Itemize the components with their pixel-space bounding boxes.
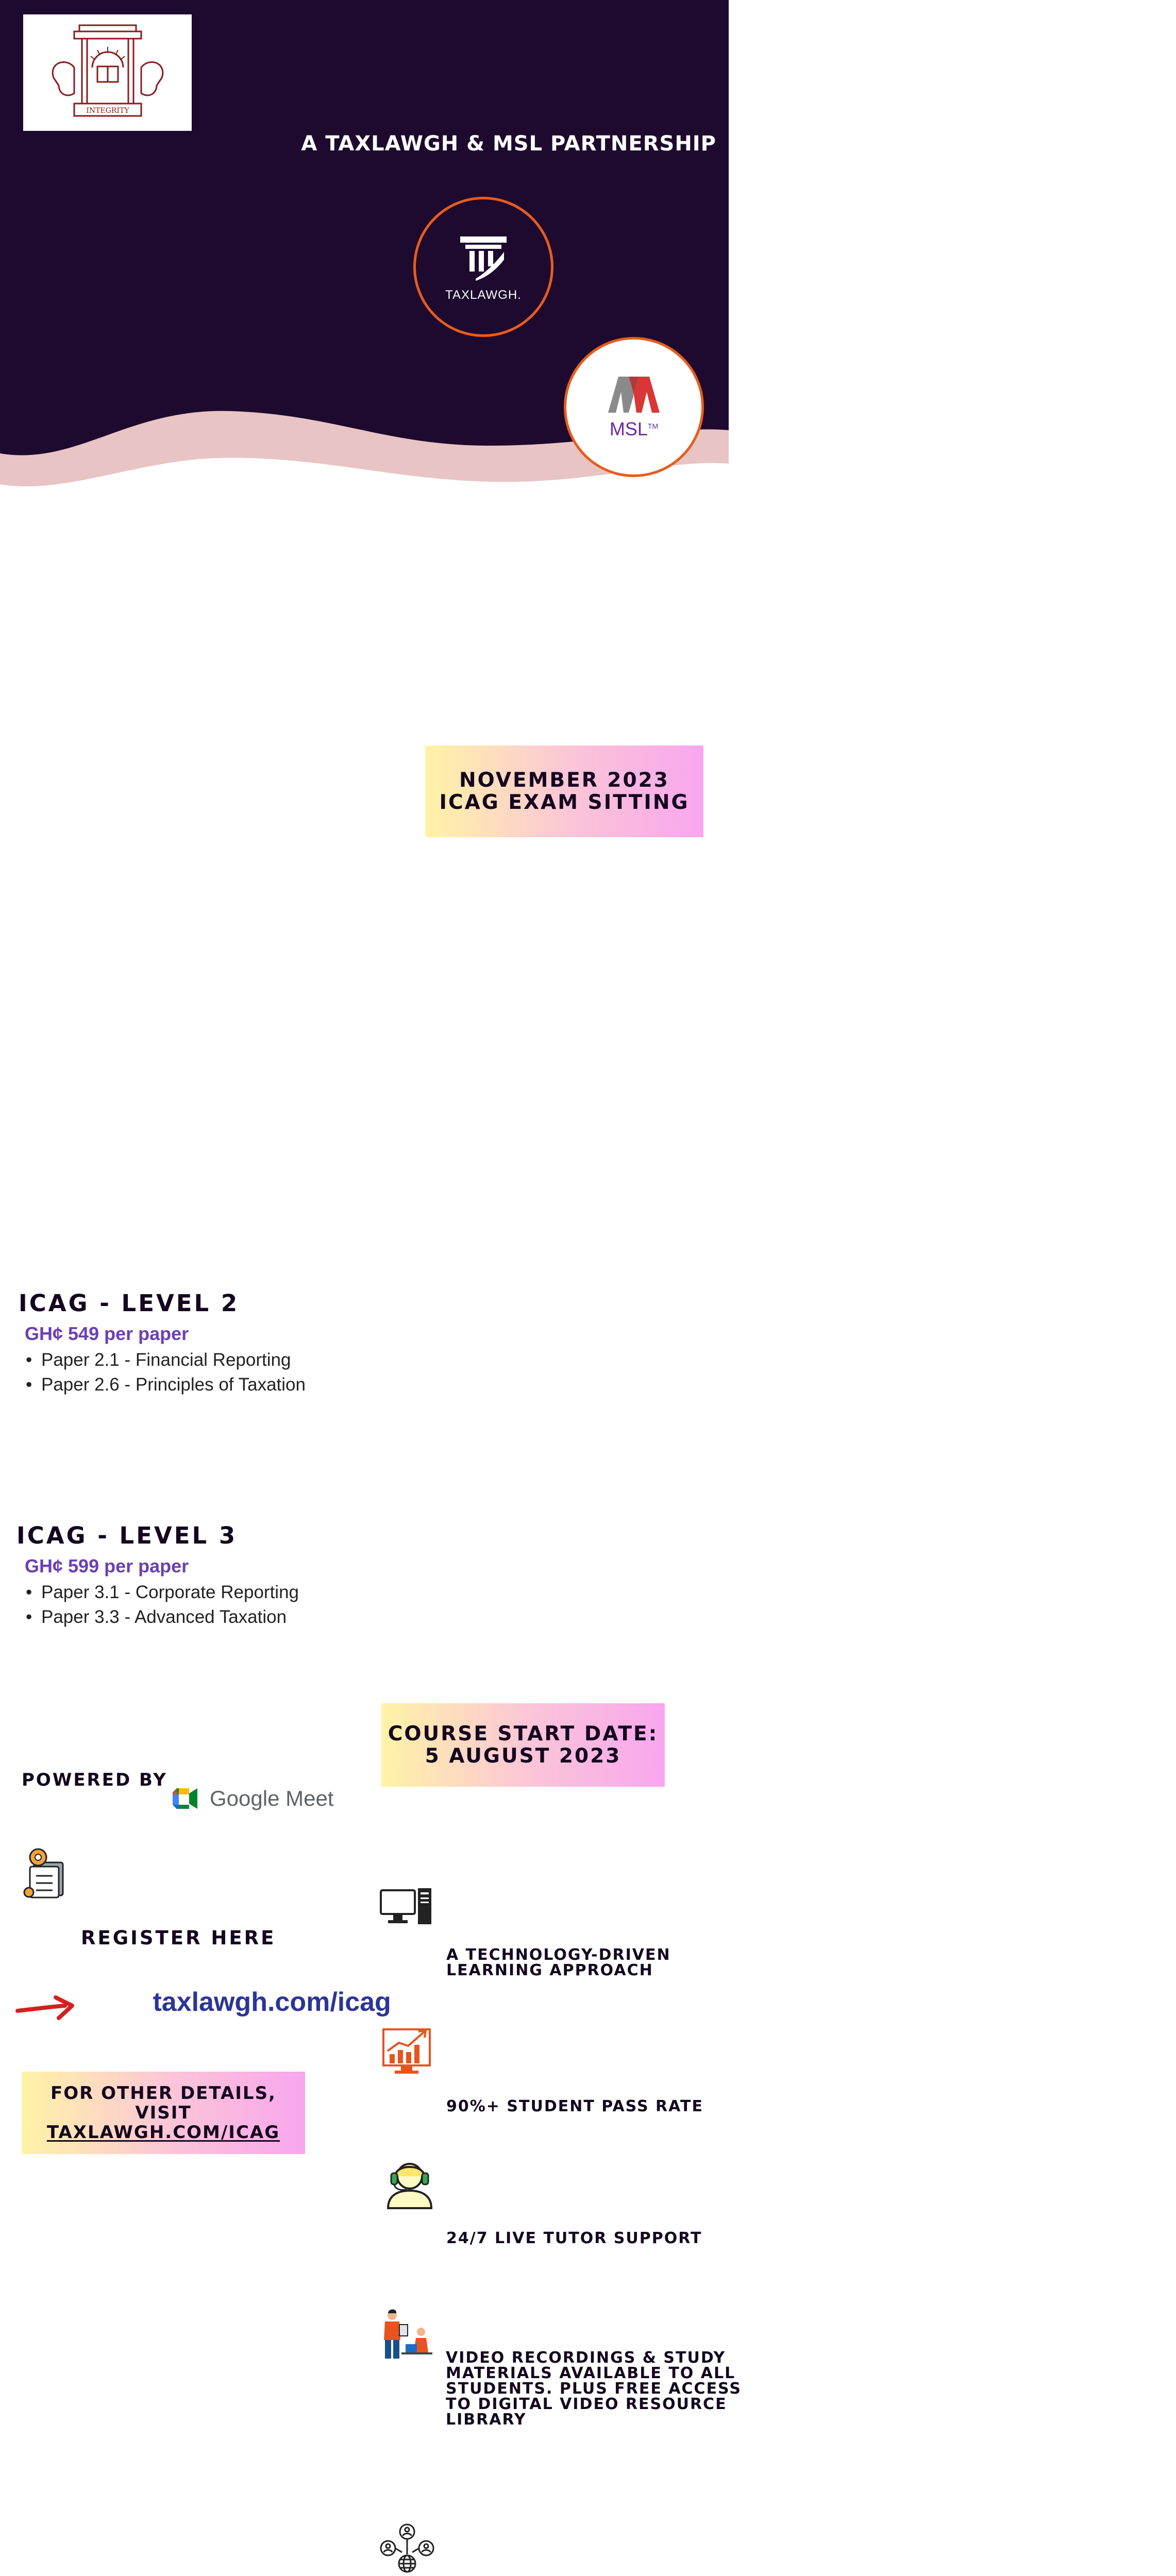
msl-logo (564, 337, 704, 477)
course-start-label: COURSE START DATE: (388, 1722, 659, 1745)
paper-item: • Paper 2.1 - Financial Reporting (22, 1348, 747, 1372)
paper-item: • Paper 2.6 - Principles of Taxation (22, 1372, 747, 1397)
attempt-line-1: ON YOUR VERY (15, 663, 346, 706)
level-title: ICAG - LEVEL 2 (19, 1290, 240, 1317)
arrow-right-icon (15, 1994, 77, 2021)
attempt-line-2: FIRST ATTEMPT (15, 704, 361, 748)
details-link[interactable]: TAXLAWGH.COM/ICAG (46, 2122, 280, 2143)
level-title: ICAG - LEVEL 3 (16, 1522, 238, 1549)
partnership-title: A TAXLAWGH & MSL PARTNERSHIP (301, 132, 716, 156)
feature-tutor-support: 24/7 LIVE TUTOR SUPPORT (446, 2229, 702, 2247)
support-headset-icon (381, 2155, 438, 2212)
first-attempt-heading (15, 664, 744, 747)
details-text: FOR OTHER DETAILS, VISIT (51, 2083, 276, 2123)
course-start-date: 5 AUGUST 2023 (425, 1744, 621, 1768)
joining-underlined-date: NOVEMBER 2023 (15, 1010, 510, 1067)
exam-sitting-box (425, 745, 703, 837)
feature-video-recordings: VIDEO RECORDINGS & STUDY MATERIALS AVAILABLE TO ALL STUDENTS. PLUS FREE ACCESS TO DIGITAL VIDEO RESOURCE LIBRARY (446, 2349, 742, 2429)
register-here-label: REGISTER HERE (81, 1927, 276, 1949)
course-start-box (381, 1703, 665, 1787)
joining-line-3: ICAG EXAM SITTING (15, 1072, 312, 1098)
feature-tech-driven: A TECHNOLOGY-DRIVEN LEARNING APPROACH (446, 1946, 671, 1979)
msl-label: MSL (609, 418, 648, 439)
powered-by-label: POWERED BY (22, 1770, 167, 1790)
paper-item: • Paper 3.3 - Advanced Taxation (22, 1605, 745, 1630)
joining-line-1: BY JOINING OUR PREMIUM LIVE TUITION (15, 948, 483, 1006)
level-price: GH¢ 549 per paper (25, 1323, 189, 1344)
registration-link[interactable]: taxlawgh.com/icag (153, 1987, 391, 2017)
joining-text (15, 946, 582, 1101)
level-2-section (19, 1290, 747, 1397)
level-3-section (16, 1522, 745, 1630)
trademark-mark: TM (647, 422, 659, 430)
sitting-line-1: NOVEMBER 2023 (459, 769, 669, 792)
paper-item: • Paper 3.1 - Corporate Reporting (22, 1580, 745, 1605)
pass-exam-heading: PASS YOUR ICAG EXAM (22, 590, 350, 618)
level-price: GH¢ 599 per paper (25, 1555, 189, 1577)
paper-list (22, 1580, 745, 1630)
msl-m-icon (606, 374, 662, 415)
sitting-line-2: ICAG EXAM SITTING (439, 791, 690, 814)
google-meet-logo (172, 1786, 900, 1811)
feature-pass-rate: 90%+ STUDENT PASS RATE (446, 2097, 703, 2115)
global-community-icon (379, 2522, 435, 2576)
joining-line-2-prefix: PROGRAM FOR THE (15, 1010, 346, 1037)
teacher-student-icon (375, 2306, 432, 2363)
pillar-icon (455, 231, 512, 283)
crest-icon (43, 21, 172, 124)
integrity-logo (23, 14, 192, 131)
logo-motto: INTEGRITY (86, 107, 129, 115)
google-meet-label: Google Meet (210, 1786, 334, 1810)
growth-chart-icon (379, 2023, 435, 2079)
paper-list (22, 1348, 747, 1397)
computer-icon (379, 1878, 435, 1935)
google-meet-icon (172, 1786, 201, 1811)
other-details-box (22, 2072, 305, 2154)
taxlawgh-label: TAXLAWGH. (445, 288, 522, 302)
taxlawgh-logo (413, 197, 553, 337)
